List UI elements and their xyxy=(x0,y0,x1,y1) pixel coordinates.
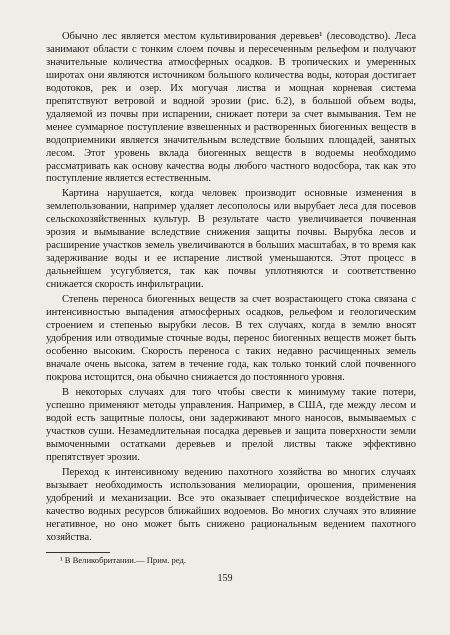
paragraph-text: Обычно лес является местом культивирования деревьев¹ (лесоводство). Леса занимают области с тонким слоем почвы и пересеченным рельефом и получают значительные количества атмосферных осадков. В тропических и умеренных широтах они являются источником большого количества воды, которая достигает водотоков, рек и озер. Их могучая листва и мощная корневая система препятствуют ветровой и водной эрозии (рис. 6.2), в большой объем воды, удаляемой из почвы при испарении, снижает потери за счет вымывания. Тем не менее суммарное поступление взвешенных и растворенных биогенных веществ в водоприемники является значительным вследствие больших площадей, занятых лесом. Этот уровень вклада биогенных веществ в водоемы необходимо рассматривать как основу качества воды любого частного водосбора, так как это поступление является естественным. xyxy=(46,31,416,185)
paragraph-text: Переход к интенсивному ведению пахотного хозяйства во многих случаях вызывает необходимость использования мелиорации, орошения, применения удобрений и механизации. Все это оказывает специфическое воздействие на качество водных ресурсов ближайших водоемов. Во многих случаях это влияние негативное, но оно может быть снижено рациональным ведением пахотного хозяйства. xyxy=(46,467,416,543)
paragraph-1 xyxy=(46,31,416,186)
paragraph-2 xyxy=(46,188,416,292)
footnote: ¹ В Великобритании.— Прим. ред. xyxy=(60,555,187,565)
paragraph-text: В некоторых случаях для того чтобы свести к минимуму такие потери, успешно применяют методы управления. Например, в США, где между лесом и водой есть защитные полосы, они задерживают много наносов, вымываемых с участков суши. Незамедлительная посадка деревьев и защита поверхности земли вымоченными остатками деревьев и прелой листвы также эффективно препятствует эрозии. xyxy=(46,387,416,463)
paragraph-4 xyxy=(46,387,416,465)
paragraph-3 xyxy=(46,294,416,385)
footnote-divider xyxy=(46,552,110,553)
paragraph-5 xyxy=(46,467,416,545)
page-number: 159 xyxy=(217,573,233,584)
paragraph-text: Степень переноса биогенных веществ за счет возрастающего стока связана с интенсивностью выпадения атмосферных осадков, рельефом и геологическим строением и степенью вырубки лесов. В тех случаях, когда в землю вносят удобрения или отводимые сточные воды, перенос биогенных веществ может быть особенно высоким. Скорость переноса с таких недавно расчищенных земель вначале очень высока, затем в течение года, как только тонкий слой почвенного покрова истощится, она обычно снижается до постоянного уровня. xyxy=(46,294,416,383)
paragraph-text: Картина нарушается, когда человек производит основные изменения в землепользовании, например удаляет лесополосы или вырубает леса для посевов сельскохозяйственных культур. В результате часто увеличивается почвенная эрозия и вымывание вследствие снижения защиты почвы. Вырубка лесов и расширение участков земель увеличиваются в больших масштабах, в то время как задерживание воды и ее испарение листвой уменьшаются. Этот процесс в дальнейшем усугубляется, так как почвы уплотняются и соответственно снижается скорость инфильтрации. xyxy=(46,188,416,290)
